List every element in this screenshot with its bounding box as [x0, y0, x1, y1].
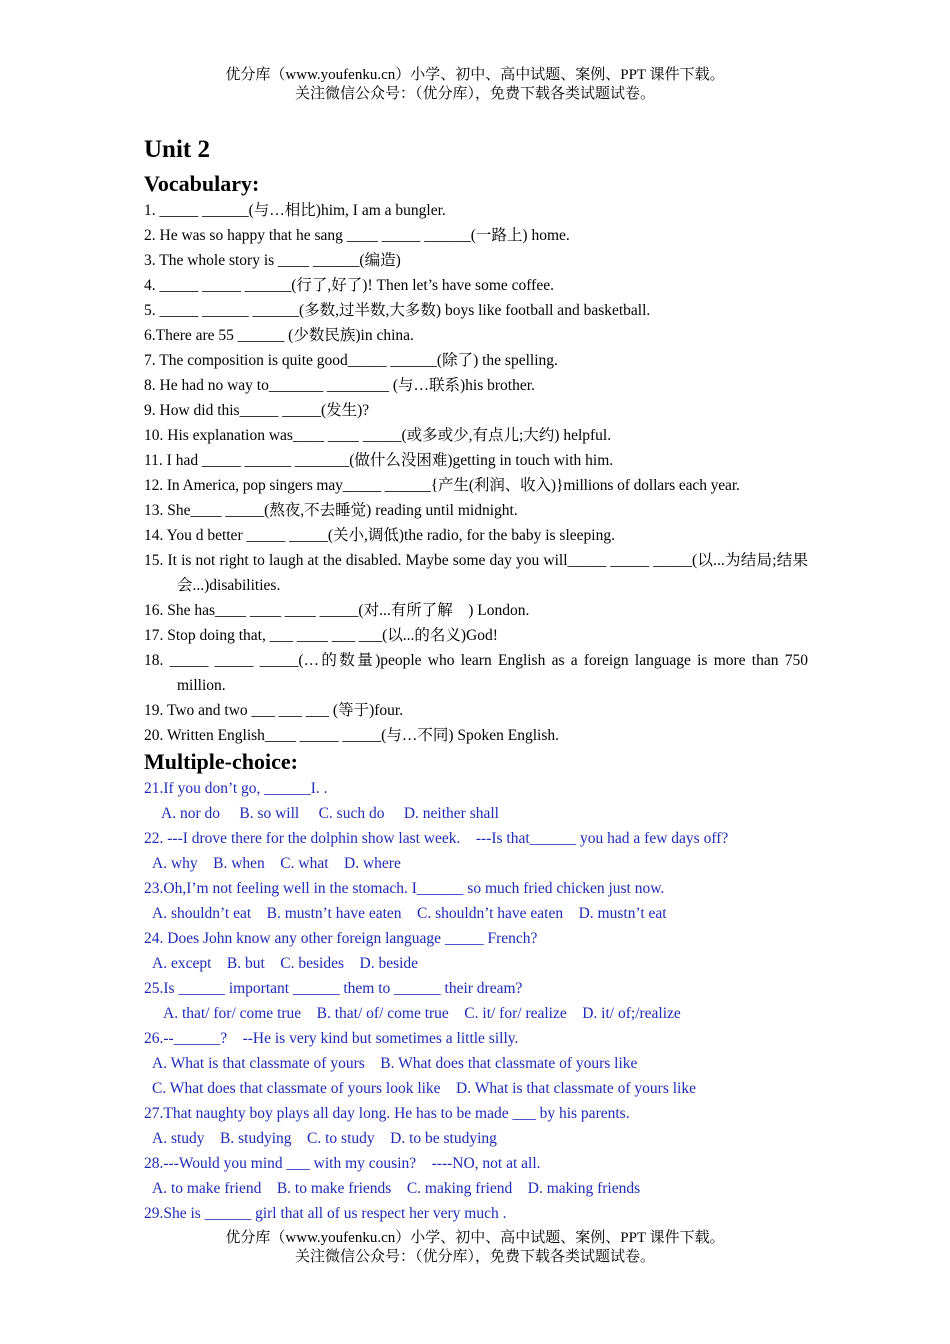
vocab-item-11: 11. I had _____ ______ _______(做什么没困难)getting in touch with him.: [144, 452, 614, 469]
unit-title: Unit 2: [144, 136, 210, 163]
vocab-item-14: 14. You d better _____ _____(关小,调低)the radio, for the baby is sleeping.: [144, 527, 615, 544]
vocab-item-10: 10. His explanation was____ ____ _____(或多或少,有点儿;大约) helpful.: [144, 427, 612, 444]
options-21: A. nor do B. so will C. such do D. neither shall: [161, 805, 499, 822]
multiple-choice-list: [144, 776, 808, 1226]
footer-line-2: 关注微信公众号：（优分库），免费下载各类试题试卷。: [294, 1249, 655, 1265]
vocab-item-7: 7. The composition is quite good_____ ______(除了) the spelling.: [144, 352, 558, 369]
vocab-item-4: 4. _____ _____ ______(行了,好了)! Then let’s have some coffee.: [144, 277, 554, 294]
page-header: [0, 66, 950, 104]
question-26: 26.--______? --He is very kind but sometimes a little silly.: [144, 1030, 519, 1047]
options-25: A. that/ for/ come true B. that/ of/ come true C. it/ for/ realize D. it/ of;/realize: [163, 1005, 681, 1022]
vocab-item-6: 6.There are 55 ______ (少数民族)in china.: [144, 327, 414, 344]
vocab-item-18: 18. _____ _____ _____(…的数量)people who learn English as a foreign language is more than 750 million.: [144, 652, 808, 694]
page-footer: [0, 1229, 950, 1267]
vocab-item-1: 1. _____ ______(与…相比)him, I am a bungler.: [144, 202, 446, 219]
vocab-item-5: 5. _____ ______ ______(多数,过半数,大多数) boys like football and basketball.: [144, 302, 651, 319]
options-26-ab: A. What is that classmate of yours B. What does that classmate of yours like: [152, 1055, 638, 1072]
vocab-item-2: 2. He was so happy that he sang ____ _____ ______(一路上) home.: [144, 227, 570, 244]
multiple-choice-heading: Multiple-choice:: [144, 749, 298, 774]
footer-line-1: 优分库（www.youfenku.cn）小学、初中、高中试题、案例、PPT 课件下载。: [225, 1230, 725, 1246]
vocab-item-20: 20. Written English____ _____ _____(与…不同) Spoken English.: [144, 727, 559, 744]
question-21: 21.If you don’t go, ______I. .: [144, 780, 328, 797]
options-28: A. to make friend B. to make friends C. making friend D. making friends: [152, 1180, 641, 1197]
header-line-2: 关注微信公众号：（优分库），免费下载各类试题试卷。: [294, 86, 655, 102]
vocab-item-3: 3. The whole story is ____ ______(编造): [144, 252, 401, 269]
vocabulary-heading: Vocabulary:: [144, 171, 260, 196]
question-23: 23.Oh,I’m not feeling well in the stomach. I______ so much fried chicken just now.: [144, 880, 665, 897]
options-26-cd: C. What does that classmate of yours look like D. What is that classmate of yours like: [152, 1080, 696, 1097]
question-27: 27.That naughty boy plays all day long. He has to be made ___ by his parents.: [144, 1105, 630, 1122]
question-22: 22. ---I drove there for the dolphin show last week. ---Is that______ you had a few days off?: [144, 830, 729, 847]
vocab-item-8: 8. He had no way to_______ ________ (与…联系)his brother.: [144, 377, 535, 394]
vocabulary-list: [144, 198, 808, 748]
vocab-item-15: 15. It is not right to laugh at the disabled. Maybe some day you will_____ _____ _____(以...为结局;结果会...)disabilities.: [144, 552, 808, 594]
question-24: 24. Does John know any other foreign language _____ French?: [144, 930, 538, 947]
vocab-item-17: 17. Stop doing that, ___ ____ ___ ___(以...的名义)God!: [144, 627, 498, 644]
vocab-item-12: 12. In America, pop singers may_____ ______{产生(利润、收入)}millions of dollars each year.: [144, 477, 740, 494]
question-25: 25.Is ______ important ______ them to ______ their dream?: [144, 980, 523, 997]
question-29: 29.She is ______ girl that all of us respect her very much .: [144, 1205, 507, 1222]
question-28: 28.---Would you mind ___ with my cousin? ----NO, not at all.: [144, 1155, 541, 1172]
document-body: [144, 132, 808, 1226]
vocab-item-16: 16. She has____ ____ ____ _____(对...有所了解 ) London.: [144, 602, 530, 619]
options-23: A. shouldn’t eat B. mustn’t have eaten C. shouldn’t have eaten D. mustn’t eat: [152, 905, 667, 922]
options-27: A. study B. studying C. to study D. to be studying: [152, 1130, 497, 1147]
options-24: A. except B. but C. besides D. beside: [152, 955, 419, 972]
vocab-item-13: 13. She____ _____(熬夜,不去睡觉) reading until midnight.: [144, 502, 518, 519]
vocab-item-19: 19. Two and two ___ ___ ___ (等于)four.: [144, 702, 404, 719]
header-line-1: 优分库（www.youfenku.cn）小学、初中、高中试题、案例、PPT 课件下载。: [225, 67, 725, 83]
options-22: A. why B. when C. what D. where: [152, 855, 401, 872]
vocab-item-9: 9. How did this_____ _____(发生)?: [144, 402, 370, 419]
